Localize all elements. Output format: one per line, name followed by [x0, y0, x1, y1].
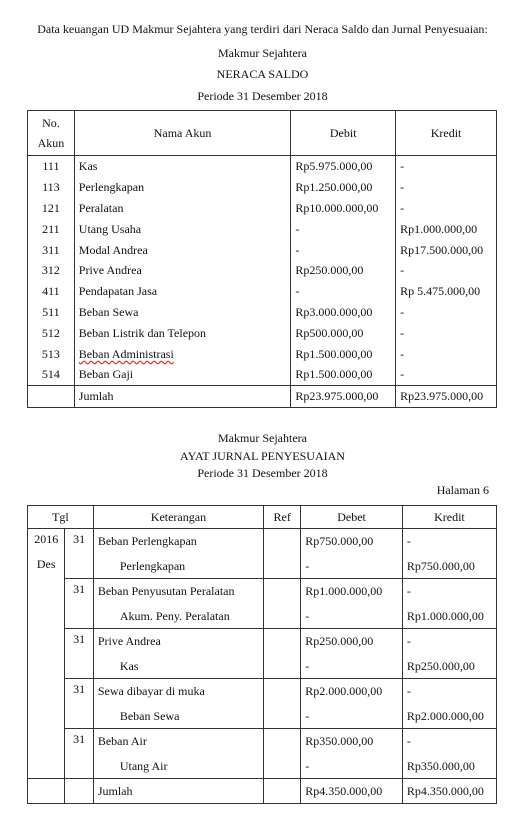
jurnal-penyesuaian-table: [27, 505, 497, 804]
kredit-dash: -: [402, 529, 496, 554]
header-no-akun: [28, 111, 75, 156]
credit-account: Kas: [93, 654, 263, 679]
table-row: [28, 198, 497, 219]
neraca-title: NERACA SALDO: [216, 67, 309, 81]
debit-value: Rp3.000.000,00: [291, 302, 396, 323]
kredit-value: -: [396, 177, 497, 198]
debit-account: Beban Perlengkapan: [93, 529, 263, 554]
header-keterangan: Keterangan: [93, 506, 263, 529]
journal-entry-credit-row: [28, 654, 497, 679]
table-row: [28, 260, 497, 281]
total-kredit: Rp23.975.000,00: [396, 385, 497, 407]
debet-dash: -: [301, 654, 403, 679]
table-row: [28, 218, 497, 239]
account-name-text: Beban Listrik dan Telepon: [78, 325, 207, 340]
entry-ref: [264, 729, 301, 779]
header-tgl: Tgl: [28, 506, 94, 529]
account-name: [74, 177, 291, 198]
entry-day: 31: [65, 579, 93, 629]
total-debit: Rp23.975.000,00: [291, 385, 396, 407]
header-kredit: Kredit: [396, 111, 497, 156]
kredit-value: -: [396, 260, 497, 281]
neraca-saldo-table: [27, 110, 497, 408]
debet-dash: -: [301, 704, 403, 729]
journal-entry-row: [28, 629, 497, 654]
account-name-text: Beban Sewa: [78, 304, 139, 319]
account-number: 113: [28, 177, 75, 198]
kredit-value: Rp350.000,00: [402, 754, 496, 779]
account-number: 513: [28, 343, 75, 364]
total-empty-day: [65, 779, 93, 804]
debit-value: Rp10.000.000,00: [291, 198, 396, 219]
header-debet: Debet: [301, 506, 403, 529]
entry-day: 31: [65, 529, 93, 579]
journal-entry-row: [28, 579, 497, 604]
journal-entry-credit-row: [28, 704, 497, 729]
header-debit: Debit: [291, 111, 396, 156]
credit-account: Beban Sewa: [93, 704, 263, 729]
account-name: [74, 322, 291, 343]
entry-day: 31: [65, 679, 93, 729]
kredit-value: Rp 5.475.000,00: [396, 281, 497, 302]
table-row: [28, 239, 497, 260]
credit-account: Utang Air: [93, 754, 263, 779]
table-row: [28, 177, 497, 198]
kredit-value: -: [396, 343, 497, 364]
debet-value: Rp1.000.000,00: [301, 579, 403, 604]
kredit-value: Rp1.000.000,00: [402, 604, 496, 629]
account-name: [74, 198, 291, 219]
kredit-dash: -: [402, 679, 496, 704]
account-name-text: Prive Andrea: [78, 263, 142, 278]
month-text: Des: [36, 557, 56, 571]
header-ref: Ref: [264, 506, 301, 529]
debet-dash: -: [301, 604, 403, 629]
account-name: [74, 218, 291, 239]
page-number: Halaman 6: [436, 483, 489, 497]
header-nama-akun: Nama Akun: [74, 111, 291, 156]
debit-value: Rp500.000,00: [291, 322, 396, 343]
intro-text: Data keuangan UD Makmur Sejahtera yang terdiri dari Neraca Saldo dan Jurnal Penyesuaian:: [37, 22, 488, 36]
total-empty-ref: [264, 779, 301, 804]
debet-value: Rp350.000,00: [301, 729, 403, 754]
kredit-value: Rp750.000,00: [402, 554, 496, 579]
kredit-value: -: [396, 156, 497, 177]
account-name: [74, 239, 291, 260]
header-no-line1: No.: [42, 116, 60, 130]
kredit-dash: -: [402, 629, 496, 654]
table-row: [28, 343, 497, 364]
table-row: [28, 156, 497, 177]
debit-value: -: [291, 281, 396, 302]
total-row: [28, 385, 497, 407]
header-kredit: Kredit: [402, 506, 496, 529]
entry-ref: [264, 529, 301, 579]
total-label: Jumlah: [74, 385, 291, 407]
date-year-month: [28, 529, 65, 779]
total-label: Jumlah: [93, 779, 263, 804]
account-name: [74, 156, 291, 177]
table-row: [28, 364, 497, 385]
debit-account: Prive Andrea: [93, 629, 263, 654]
table-row: [28, 322, 497, 343]
debit-value: Rp1.250.000,00: [291, 177, 396, 198]
journal-entry-credit-row: [28, 754, 497, 779]
neraca-period: Periode 31 Desember 2018: [197, 89, 328, 103]
debet-value: Rp2.000.000,00: [301, 679, 403, 704]
account-name-text: Utang Usaha: [78, 221, 142, 236]
account-name: [74, 364, 291, 385]
debit-value: Rp5.975.000,00: [291, 156, 396, 177]
kredit-value: Rp17.500.000,00: [396, 239, 497, 260]
entry-ref: [264, 579, 301, 629]
account-name: [74, 260, 291, 281]
kredit-dash: -: [402, 729, 496, 754]
kredit-value: Rp250.000,00: [402, 654, 496, 679]
journal-entry-row: [28, 729, 497, 754]
debet-dash: -: [301, 554, 403, 579]
kredit-value: Rp2.000.000,00: [402, 704, 496, 729]
debit-account: Sewa dibayar di muka: [93, 679, 263, 704]
journal-entry-row: [28, 529, 497, 554]
year-text: 2016: [34, 532, 59, 546]
account-number: 312: [28, 260, 75, 281]
header-no-line2: Akun: [37, 136, 65, 150]
account-name-text: Perlengkapan: [78, 180, 145, 195]
account-name: [74, 302, 291, 323]
jurnal-period: Periode 31 Desember 2018: [197, 466, 328, 480]
total-debet: Rp4.350.000,00: [301, 779, 403, 804]
entry-ref: [264, 679, 301, 729]
debit-account: Beban Penyusutan Peralatan: [93, 579, 263, 604]
account-name-text: Modal Andrea: [78, 242, 148, 257]
debit-value: Rp1.500.000,00: [291, 343, 396, 364]
account-name: [74, 343, 291, 364]
jurnal-title: AYAT JURNAL PENYESUAIAN: [180, 449, 345, 463]
account-name-text: Beban Gaji: [78, 367, 134, 382]
debit-value: Rp250.000,00: [291, 260, 396, 281]
account-number: 514: [28, 364, 75, 385]
account-number: 511: [28, 302, 75, 323]
debet-dash: -: [301, 754, 403, 779]
entry-ref: [264, 629, 301, 679]
account-number: 512: [28, 322, 75, 343]
debit-account: Beban Air: [93, 729, 263, 754]
journal-entry-credit-row: [28, 554, 497, 579]
journal-entry-row: [28, 679, 497, 704]
jurnal-company: Makmur Sejahtera: [218, 431, 307, 445]
debit-value: -: [291, 218, 396, 239]
account-name-text: Beban Administrasi: [78, 346, 174, 361]
credit-account: Akum. Peny. Peralatan: [93, 604, 263, 629]
account-name: [74, 281, 291, 302]
kredit-dash: -: [402, 579, 496, 604]
account-number: 311: [28, 239, 75, 260]
account-number: 121: [28, 198, 75, 219]
kredit-value: -: [396, 364, 497, 385]
account-number: 211: [28, 218, 75, 239]
table-row: [28, 302, 497, 323]
kredit-value: -: [396, 302, 497, 323]
entry-day: 31: [65, 629, 93, 679]
debet-value: Rp250.000,00: [301, 629, 403, 654]
account-name-text: Kas: [78, 159, 98, 174]
debit-value: Rp1.500.000,00: [291, 364, 396, 385]
total-row: [28, 779, 497, 804]
account-number: 111: [28, 156, 75, 177]
table-row: [28, 281, 497, 302]
debit-value: -: [291, 239, 396, 260]
entry-day: 31: [65, 729, 93, 779]
total-kredit: Rp4.350.000,00: [402, 779, 496, 804]
total-empty-year: [28, 779, 65, 804]
debet-value: Rp750.000,00: [301, 529, 403, 554]
kredit-value: -: [396, 322, 497, 343]
account-name-text: Peralatan: [78, 200, 124, 215]
kredit-value: Rp1.000.000,00: [396, 218, 497, 239]
kredit-value: -: [396, 198, 497, 219]
account-number: 411: [28, 281, 75, 302]
credit-account: Perlengkapan: [93, 554, 263, 579]
journal-entry-credit-row: [28, 604, 497, 629]
neraca-company: Makmur Sejahtera: [218, 46, 307, 60]
account-name-text: Pendapatan Jasa: [78, 284, 158, 299]
total-empty: [28, 385, 75, 407]
